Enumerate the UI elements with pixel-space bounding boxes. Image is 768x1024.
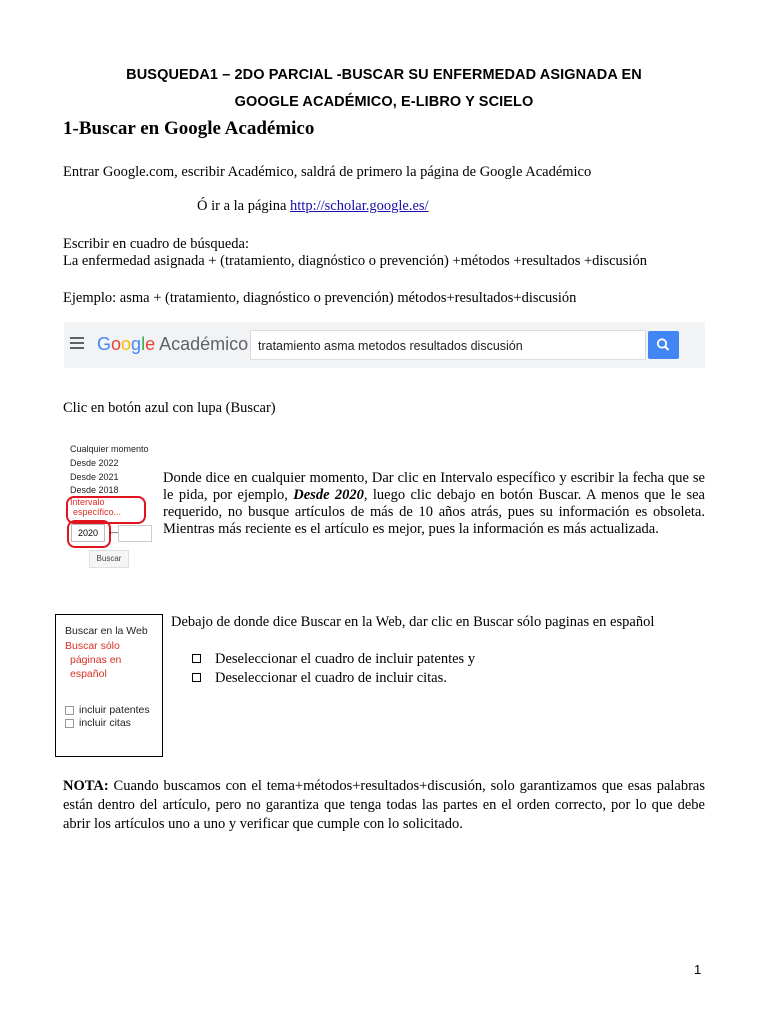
doc-title-line1: BUSQUEDA1 – 2DO PARCIAL -BUSCAR SU ENFERMEDAD ASIGNADA EN (126, 67, 642, 83)
intro-text: Entrar Google.com, escribir Académico, saldrá de primero la página de Google Académico (63, 164, 592, 180)
spanish-only-line2[interactable]: páginas en (70, 654, 122, 666)
language-filter-panel (55, 614, 163, 757)
page-number: 1 (694, 962, 702, 977)
doc-title-line2: GOOGLE ACADÉMICO, E-LIBRO Y SCIELO (234, 94, 534, 110)
highlight-oval-year (67, 520, 111, 548)
search-icon (648, 331, 679, 359)
date-filter-panel (63, 434, 153, 570)
bullet-item-citations: Deseleccionar el cuadro de incluir citas. (215, 670, 447, 686)
web-search-label: Buscar en la Web (65, 625, 148, 637)
google-logo: Google Académico (97, 334, 249, 354)
filter-any-time[interactable]: Cualquier momento (70, 444, 149, 454)
include-citations-label: incluir citas (79, 717, 131, 729)
year-from-input[interactable]: 2020 (71, 524, 105, 542)
alt-link-line (197, 198, 429, 215)
spanish-only-line3[interactable]: español (70, 668, 107, 680)
search-button[interactable] (648, 331, 679, 359)
date-instructions: Donde dice en cualquier momento, Dar clic en Intervalo específico y escribir la fecha que se le pida, por ejemplo, Desde 2020, luego clic debajo en botón Buscar. A menos que le sea requerido, no busque artículos de más de 10 años atrás, pues su información es obsoleta. Mientras más reciente es el artículo es mejor, pues la información es más actualizada. (163, 470, 705, 537)
spanish-only-line1[interactable]: Buscar sólo (65, 640, 120, 652)
filter-custom-line2[interactable]: específico... (73, 507, 122, 517)
scholar-search-input[interactable]: tratamiento asma metodos resultados discusión (250, 330, 646, 360)
bullet-item-patents: Deseleccionar el cuadro de incluir patentes y (215, 651, 476, 667)
hamburger-menu-icon[interactable] (70, 337, 84, 351)
bullet-box (192, 654, 201, 663)
date-search-button[interactable]: Buscar (89, 550, 129, 568)
include-patents-checkbox[interactable] (65, 706, 74, 715)
scholar-link[interactable]: http://scholar.google.es/ (290, 198, 429, 214)
product-name: Académico (159, 334, 249, 354)
include-citations-checkbox[interactable] (65, 719, 74, 728)
filter-since-2018[interactable]: Desde 2018 (70, 485, 119, 495)
language-instructions: Debajo de donde dice Buscar en la Web, dar clic en Buscar sólo paginas en español (171, 614, 655, 630)
include-patents-label: incluir patentes (79, 704, 150, 716)
note-label: NOTA: (63, 778, 109, 794)
emph-since-2020: Desde 2020 (293, 487, 364, 503)
click-search-text: Clic en botón azul con lupa (Buscar) (63, 400, 276, 416)
search-instruction-2: La enfermedad asignada + (tratamiento, diagnóstico o prevención) +métodos +resultados +discusión (63, 253, 647, 269)
google-scholar-bar (64, 322, 705, 368)
year-to-input[interactable] (118, 525, 152, 542)
example-text: Ejemplo: asma + (tratamiento, diagnóstico o prevención) métodos+resultados+discusión (63, 290, 577, 306)
section-heading: 1-Buscar en Google Académico (63, 118, 315, 139)
filter-custom-line1[interactable]: Intervalo (70, 497, 105, 507)
bullet-box (192, 673, 201, 682)
alt-link-prefix: Ó ir a la página (197, 198, 287, 214)
filter-since-2022[interactable]: Desde 2022 (70, 458, 119, 468)
note-paragraph: NOTA: Cuando buscamos con el tema+métodos+resultados+discusión, solo garantizamos que esas palabras están dentro del artículo, pero no garantiza que tenga todas las partes en el orden correcto, por lo que debe abrir los artículos uno a uno y verificar que cumple con lo solicitado. (63, 778, 705, 832)
year-dash: — (109, 527, 118, 537)
search-instruction-1: Escribir en cuadro de búsqueda: (63, 236, 250, 252)
filter-since-2021[interactable]: Desde 2021 (70, 472, 119, 482)
